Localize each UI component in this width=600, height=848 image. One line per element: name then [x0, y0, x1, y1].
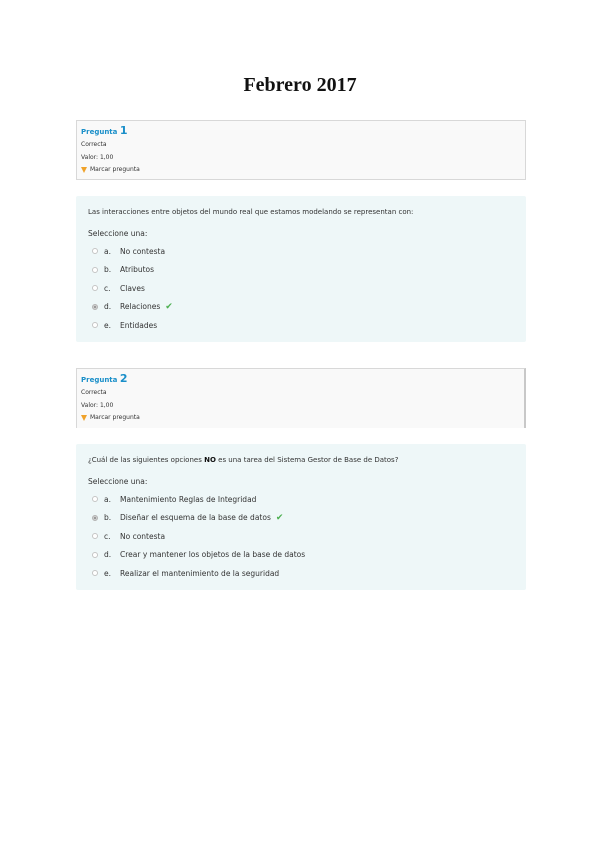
option-letter: a.	[104, 246, 111, 256]
question-number-value: 2	[119, 372, 128, 385]
question-number-value: 1	[119, 124, 128, 137]
answer-option[interactable]	[88, 242, 514, 261]
flag-question-link[interactable]	[81, 164, 521, 176]
question-number	[81, 373, 520, 386]
radio-button-selected[interactable]	[92, 304, 98, 310]
question-label: Pregunta	[81, 376, 118, 384]
question-status: Correcta	[81, 389, 107, 396]
option-text: Entidades	[120, 320, 158, 330]
page-title: Febrero 2017	[243, 74, 357, 96]
question-number	[81, 125, 521, 138]
question-value: Valor: 1,00	[81, 154, 114, 161]
option-letter: b.	[104, 513, 112, 523]
option-letter: a.	[104, 494, 111, 504]
option-text: Crear y mantener los objetos de la base de datos	[120, 550, 306, 560]
answer-option[interactable]	[88, 564, 514, 583]
option-text: No contesta	[120, 531, 166, 541]
flag-question-label: Marcar pregunta	[90, 166, 140, 173]
flag-icon	[81, 167, 87, 173]
answer-option[interactable]	[88, 316, 514, 335]
answer-prompt: Seleccione una:	[88, 229, 148, 238]
radio-button[interactable]	[92, 533, 98, 539]
question-1-content	[76, 196, 526, 342]
question-text	[88, 454, 514, 466]
question-2-content	[76, 444, 526, 590]
check-icon: ✔	[275, 512, 284, 523]
option-letter: e.	[104, 568, 111, 578]
question-text-emphasis: NO	[204, 456, 216, 464]
question-text: Las interacciones entre objetos del mundo real que estamos modelando se representan con:	[88, 208, 414, 216]
flag-question-link[interactable]	[81, 412, 520, 424]
option-letter: e.	[104, 320, 111, 330]
answer-option[interactable]	[88, 261, 514, 280]
option-text: No contesta	[120, 246, 166, 256]
flag-question-label: Marcar pregunta	[90, 414, 140, 421]
option-text: Relaciones	[120, 302, 161, 312]
question-text-end: es una tarea del Sistema Gestor de Base de Datos?	[215, 456, 399, 464]
answer-options	[88, 242, 514, 335]
question-1-info	[76, 120, 526, 180]
radio-button-selected[interactable]	[92, 515, 98, 521]
option-text: Realizar el mantenimiento de la seguridad	[120, 568, 280, 578]
answer-option[interactable]	[88, 490, 514, 509]
flag-icon	[81, 415, 87, 421]
answer-prompt: Seleccione una:	[88, 477, 148, 486]
answer-option[interactable]	[88, 279, 514, 298]
check-icon: ✔	[165, 301, 173, 312]
radio-button[interactable]	[92, 552, 98, 558]
answer-options	[88, 490, 514, 583]
question-text-start: ¿Cuál de las siguientes opciones	[88, 456, 205, 464]
radio-button[interactable]	[92, 248, 98, 254]
question-2-info	[76, 368, 526, 428]
answer-option[interactable]	[88, 546, 514, 565]
radio-button[interactable]	[92, 285, 98, 291]
radio-button[interactable]	[92, 570, 98, 576]
option-text: Diseñar el esquema de la base de datos	[120, 513, 271, 523]
option-letter: d.	[104, 550, 112, 560]
radio-button[interactable]	[92, 496, 98, 502]
option-text: Claves	[120, 283, 145, 293]
option-letter: b.	[104, 265, 112, 275]
answer-option-selected[interactable]	[88, 509, 514, 528]
option-text: Atributos	[120, 265, 155, 275]
question-status: Correcta	[81, 141, 107, 148]
question-label: Pregunta	[81, 128, 118, 136]
question-value: Valor: 1,00	[81, 402, 114, 409]
radio-button[interactable]	[92, 267, 98, 273]
answer-option-selected[interactable]	[88, 298, 514, 317]
option-letter: d.	[104, 302, 112, 312]
option-text: Mantenimiento Reglas de Integridad	[120, 494, 257, 504]
radio-button[interactable]	[92, 322, 98, 328]
option-letter: c.	[104, 283, 111, 293]
answer-option[interactable]	[88, 527, 514, 546]
option-letter: c.	[104, 531, 111, 541]
